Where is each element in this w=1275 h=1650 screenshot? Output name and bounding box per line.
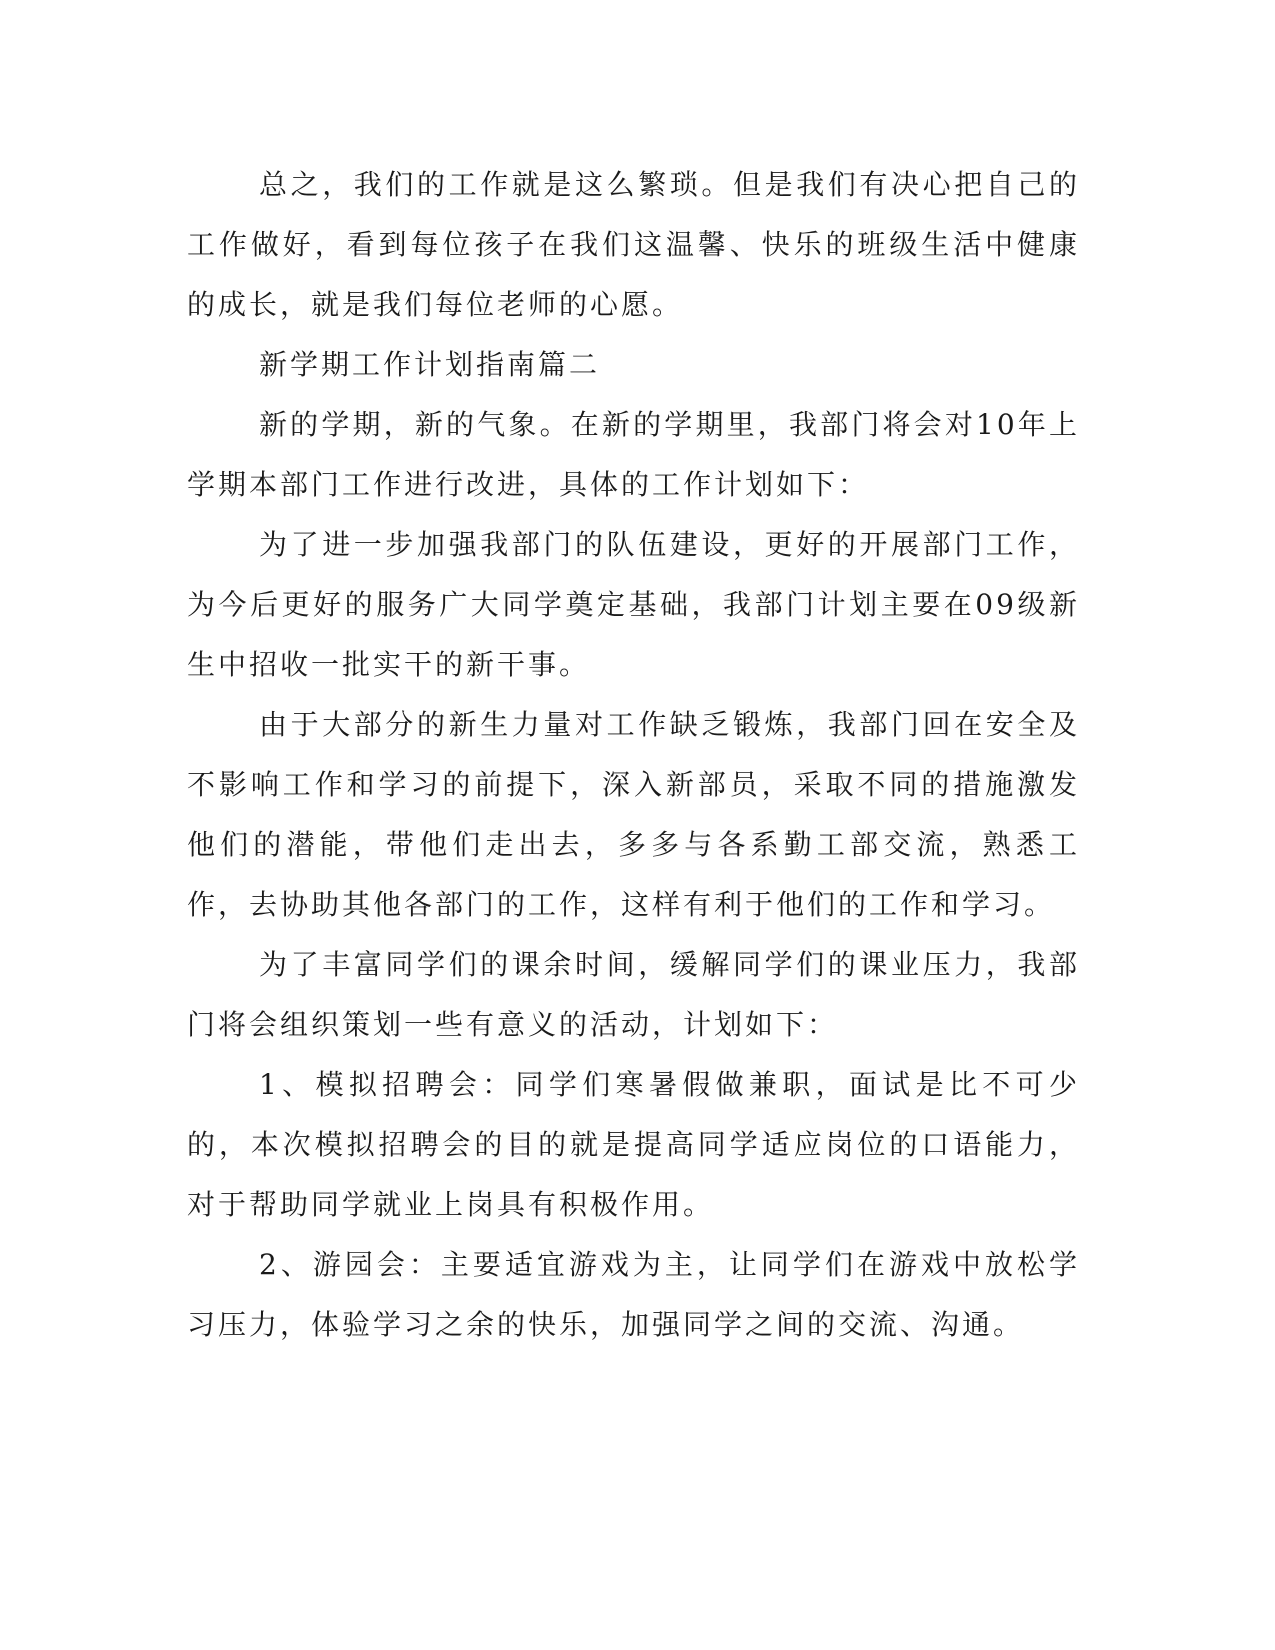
paragraph-item-job-fair: 1、模拟招聘会：同学们寒暑假做兼职，面试是比不可少的，本次模拟招聘会的目的就是提高同学适应岗位的口语能力，对于帮助同学就业上岗具有积极作用。 xyxy=(187,1068,1080,1221)
section-heading: 新学期工作计划指南篇二 xyxy=(259,348,601,381)
paragraph-closing: 总之，我们的工作就是这么繁琐。但是我们有决心把自己的工作做好，看到每位孩子在我们这温馨、快乐的班级生活中健康的成长，就是我们每位老师的心愿。 xyxy=(187,168,1080,321)
paragraph-intro: 新的学期，新的气象。在新的学期里，我部门将会对10年上学期本部门工作进行改进，具体的工作计划如下： xyxy=(187,408,1080,501)
document-body xyxy=(187,155,1080,1355)
paragraph-training: 由于大部分的新生力量对工作缺乏锻炼，我部门回在安全及不影响工作和学习的前提下，深入新部员，采取不同的措施激发他们的潜能，带他们走出去，多多与各系勤工部交流，熟悉工作，去协助其他各部门的工作，这样有利于他们的工作和学习。 xyxy=(187,708,1080,921)
paragraph-activities: 为了丰富同学们的课余时间，缓解同学们的课业压力，我部门将会组织策划一些有意义的活动，计划如下： xyxy=(187,948,1080,1041)
paragraph-item-garden-party: 2、游园会：主要适宜游戏为主，让同学们在游戏中放松学习压力，体验学习之余的快乐，加强同学之间的交流、沟通。 xyxy=(187,1248,1080,1341)
paragraph-team-building: 为了进一步加强我部门的队伍建设，更好的开展部门工作，为今后更好的服务广大同学奠定基础，我部门计划主要在09级新生中招收一批实干的新干事。 xyxy=(187,528,1080,681)
